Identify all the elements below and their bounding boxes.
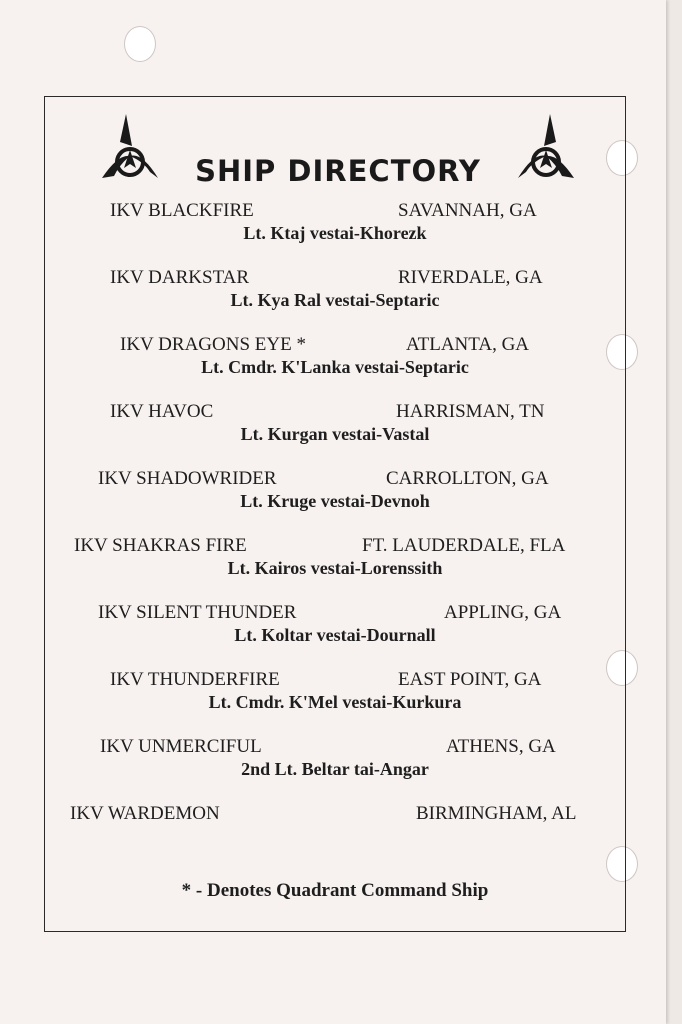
footnote: * - Denotes Quadrant Command Ship xyxy=(181,880,489,901)
ship-name: IKV SHAKRAS FIRE xyxy=(74,535,247,556)
ship-city: APPLING, GA xyxy=(444,602,562,623)
ship-name: IKV DARKSTAR xyxy=(110,267,250,288)
ship-captain: Lt. Kruge vestai-Devnoh xyxy=(240,491,430,511)
directory-header xyxy=(100,112,576,190)
ship-captain: Lt. Kya Ral vestai-Septaric xyxy=(230,290,440,310)
ship-entry xyxy=(60,334,610,384)
ship-city: BIRMINGHAM, AL xyxy=(416,803,577,824)
ship-entry xyxy=(60,267,610,317)
ship-captain: Lt. Ktaj vestai-Khorezk xyxy=(243,223,427,243)
ship-entry xyxy=(60,200,610,250)
ship-entry xyxy=(60,468,610,518)
page-title: SHIP DIRECTORY xyxy=(195,154,481,188)
klingon-emblem-icon xyxy=(516,112,576,184)
ship-entry xyxy=(60,669,610,719)
ship-city: FT. LAUDERDALE, FLA xyxy=(362,535,566,556)
punch-hole xyxy=(124,26,156,62)
ship-entry xyxy=(60,803,610,853)
ship-entry xyxy=(60,736,610,786)
ship-city: CARROLLTON, GA xyxy=(386,468,549,489)
ship-captain: Lt. Kairos vestai-Lorenssith xyxy=(227,558,443,578)
ship-city: RIVERDALE, GA xyxy=(398,267,543,288)
ship-entry xyxy=(60,401,610,451)
ship-city: HARRISMAN, TN xyxy=(396,401,545,422)
ship-name: IKV SHADOWRIDER xyxy=(98,468,277,489)
ship-name: IKV UNMERCIFUL xyxy=(100,736,262,757)
ship-name: IKV BLACKFIRE xyxy=(110,200,254,221)
ship-captain: Lt. Koltar vestai-Dournall xyxy=(234,625,436,645)
ship-captain: Lt. Cmdr. K'Lanka vestai-Septaric xyxy=(201,357,469,377)
ship-entry xyxy=(60,602,610,652)
ship-name: IKV HAVOC xyxy=(110,401,214,422)
ship-name: IKV WARDEMON xyxy=(70,803,220,824)
ship-city: EAST POINT, GA xyxy=(398,669,542,690)
ship-captain: Lt. Kurgan vestai-Vastal xyxy=(240,424,430,444)
ship-captain: Lt. Cmdr. K'Mel vestai-Kurkura xyxy=(208,692,462,712)
ship-city: ATHENS, GA xyxy=(446,736,556,757)
ship-captain: 2nd Lt. Beltar tai-Angar xyxy=(241,759,429,779)
klingon-emblem-icon xyxy=(100,112,160,184)
ship-city: ATLANTA, GA xyxy=(406,334,530,355)
ship-name: IKV SILENT THUNDER xyxy=(98,602,297,623)
ship-name: IKV DRAGONS EYE * xyxy=(120,334,306,355)
ship-city: SAVANNAH, GA xyxy=(398,200,537,221)
ship-name: IKV THUNDERFIRE xyxy=(110,669,280,690)
ship-entry xyxy=(60,535,610,585)
